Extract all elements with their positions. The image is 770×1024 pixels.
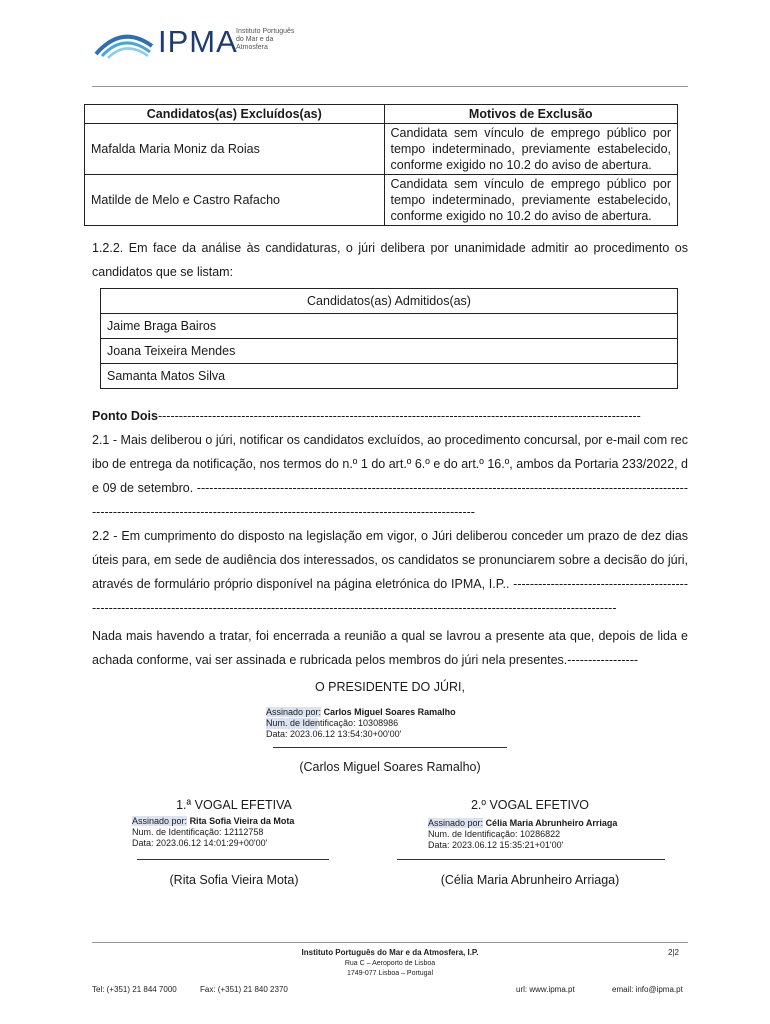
table-row [85, 175, 678, 226]
paragraph-2-2: 2.2 - Em cumprimento do disposto na legislação em vigor, o Júri deliberou conceder um prazo de dez dias úteis para, em sede de audiência dos interessados, os candidatos se pronunciarem sobre a decisão do júri, através de formulário próprio disponível na página eletrónica do IPMA, I.P.. ------------------------------------------------------------------------------------------------------------------------------------------------------------------------ [92, 529, 688, 615]
page-number: 2|2 [668, 948, 679, 957]
president-name: (Carlos Miguel Soares Ramalho) [299, 760, 481, 774]
admitted-name: Joana Teixeira Mendes [101, 339, 678, 364]
logo-text: IPMA [158, 24, 238, 59]
excluded-name: Matilde de Melo e Castro Rafacho [85, 175, 385, 226]
footer-street: Rua C – Aeroporto de Lisboa [344, 960, 436, 967]
table-row [85, 124, 678, 175]
logo-subtitle: Instituto Português do Mar e da Atmosfera [236, 28, 295, 51]
footer-url: url: www.ipma.pt [516, 985, 575, 994]
excluded-name: Mafalda Maria Moniz da Roias [85, 124, 385, 175]
vogal1-signature: Assinado por: Rita Sofia Vieira da Mota Num. de Identificação: 12112758 Data: 2023.06.12 14:01:29+00'00' [132, 816, 295, 848]
vogal1-name: (Rita Sofia Vieira Mota) [169, 873, 299, 887]
footer-institution: Instituto Português do Mar e da Atmosfera, I.P. [301, 948, 479, 957]
ipma-wave-icon [92, 24, 156, 60]
ponto-dois-dashes: -------------------------------------------------------------------------------------------------------------------- [157, 409, 641, 423]
admitted-header: Candidatos(as) Admitidos(as) [101, 289, 678, 314]
ponto-dois-line [92, 404, 688, 428]
president-signature: Assinado por: Carlos Miguel Soares Ramalho Num. de Identificação: 10308986 Data: 2023.06.12 13:54:30+00'00' [266, 707, 456, 739]
ponto-dois-label: Ponto Dois [92, 409, 158, 423]
signer-name: Carlos Miguel Soares Ramalho [323, 707, 456, 717]
admitted-name: Samanta Matos Silva [101, 364, 678, 389]
signature-line [273, 747, 507, 748]
signer-name: Rita Sofia Vieira da Mota [189, 816, 295, 826]
reason-header: Motivos de Exclusão [384, 105, 678, 124]
vogal1-title: 1.ª VOGAL EFETIVA [176, 798, 292, 812]
vogal2-signature: Assinado por: Célia Maria Abrunheiro Arriaga Num. de Identificação: 10286822 Data: 2023.06.12 15:35:21+01'00' [428, 818, 618, 850]
excluded-candidates-table [84, 104, 678, 226]
signer-name: Célia Maria Abrunheiro Arriaga [485, 818, 618, 828]
header-divider [92, 86, 688, 87]
footer-fax: Fax: (+351) 21 840 2370 [200, 985, 288, 994]
excluded-header: Candidatos(as) Excluídos(as) [85, 105, 385, 124]
table-row [101, 339, 678, 364]
footer-divider [92, 942, 688, 943]
paragraph-1-2-2: 1.2.2. Em face da análise às candidaturas, o júri delibera por unanimidade admitir ao procedimento os candidatos que se listam: [92, 241, 688, 279]
paragraph-2-1: 2.1 - Mais deliberou o júri, notificar os candidatos excluídos, ao procedimento concursal, por e-mail com recibo de entrega da notificação, nos termos do n.º 1 do art.º 6.º e do art.º 16.º, ambos da Portaria 233/2022, de 09 de setembro. ------------------------------------------------------------------------------------------------------------------------------------------------------------------------------------------------------------------ [92, 433, 688, 519]
president-title: O PRESIDENTE DO JÚRI, [314, 680, 466, 694]
table-row [101, 314, 678, 339]
vogal2-title: 2.º VOGAL EFETIVO [470, 798, 590, 812]
signature-line [397, 859, 665, 860]
footer-tel: Tel: (+351) 21 844 7000 [92, 985, 177, 994]
exclusion-reason: Candidata sem vínculo de emprego público por tempo indeterminado, previamente estabelecido, conforme exigido no 10.2 do aviso de abertura. [384, 124, 678, 175]
table-row [101, 364, 678, 389]
signature-line [137, 859, 329, 860]
paragraph-closing: Nada mais havendo a tratar, foi encerrada a reunião a qual se lavrou a presente ata que, depois de lida e achada conforme, vai ser assinada e rubricada pelos membros do júri nela presentes.----------------- [92, 629, 688, 667]
exclusion-reason: Candidata sem vínculo de emprego público por tempo indeterminado, previamente estabelecido, conforme exigido no 10.2 do aviso de abertura. [384, 175, 678, 226]
admitted-candidates-table [100, 288, 678, 389]
footer-city: 1749-077 Lisboa – Portugal [346, 970, 433, 977]
vogal2-name: (Célia Maria Abrunheiro Arriaga) [440, 873, 620, 887]
admitted-name: Jaime Braga Bairos [101, 314, 678, 339]
footer-email: email: info@ipma.pt [612, 985, 683, 994]
